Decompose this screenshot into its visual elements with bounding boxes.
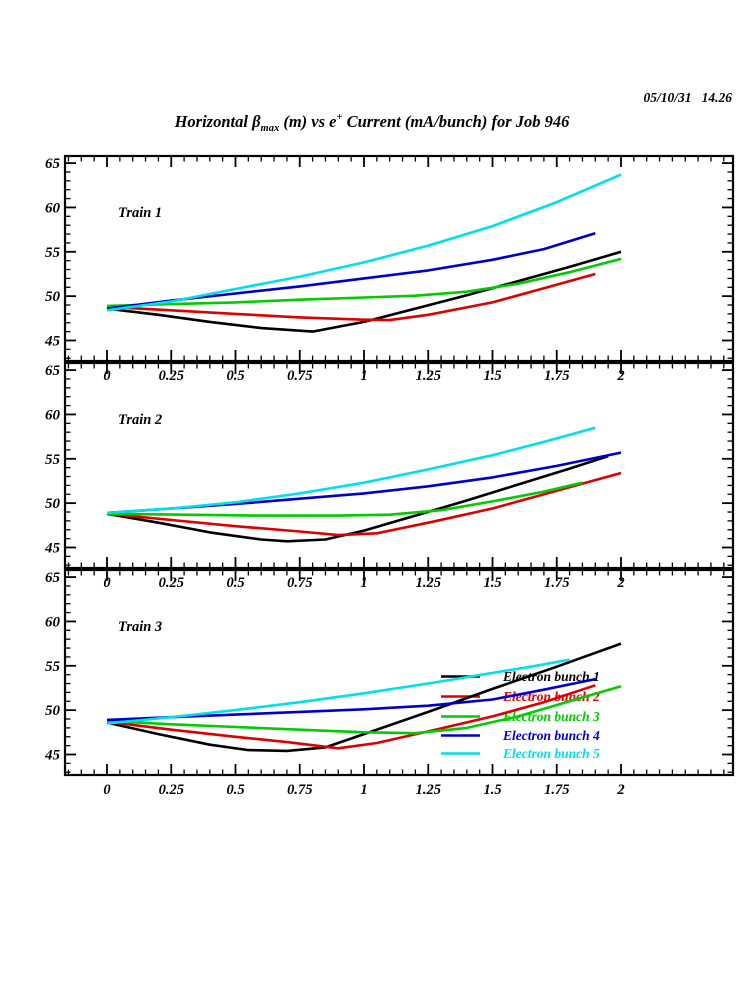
x-tick-label: 0.5 xyxy=(226,368,245,384)
x-tick-label: 1.5 xyxy=(483,782,502,798)
x-tick-label: 1.5 xyxy=(483,575,502,591)
x-tick-label: 0 xyxy=(103,368,111,384)
x-tick-label: 1 xyxy=(360,368,368,384)
x-tick-label: 0.25 xyxy=(158,575,184,591)
plot-frame xyxy=(65,363,733,568)
x-tick-label: 0 xyxy=(103,575,111,591)
panel-train-3 xyxy=(44,570,733,798)
y-tick-label: 60 xyxy=(45,200,60,217)
x-tick-label: 0.75 xyxy=(287,368,313,384)
legend-label-4: Electron bunch 4 xyxy=(503,728,600,743)
x-tick-label: 1.25 xyxy=(415,782,441,798)
y-tick-label: 65 xyxy=(45,363,60,380)
x-tick-label: 1 xyxy=(360,575,368,591)
x-ticks xyxy=(68,570,723,775)
x-tick-label: 1.25 xyxy=(415,575,441,591)
x-tick-label: 0.75 xyxy=(287,782,313,798)
y-tick-label: 65 xyxy=(45,156,60,173)
title-text-end: Current (mA/bunch) for Job 946 xyxy=(342,112,570,131)
x-tick-label: 1.75 xyxy=(544,368,570,384)
y-tick-label: 50 xyxy=(45,496,60,513)
panel-label-train-3: Train 3 xyxy=(118,619,163,635)
legend-label-3: Electron bunch 3 xyxy=(503,709,600,724)
x-tick-label: 0.25 xyxy=(158,782,184,798)
x-tick-label: 0.75 xyxy=(287,575,313,591)
x-tick-label: 1.25 xyxy=(415,368,441,384)
series-electron-bunch-5 xyxy=(107,175,621,311)
legend-label-2: Electron bunch 2 xyxy=(503,689,600,704)
title-beta-symbol: β xyxy=(252,112,261,131)
y-tick-label: 60 xyxy=(45,407,60,424)
y-tick-label: 45 xyxy=(45,540,60,557)
x-tick-label: 0 xyxy=(103,782,111,798)
legend-label-5: Electron bunch 5 xyxy=(503,746,600,761)
x-tick-label: 2 xyxy=(617,575,625,591)
y-ticks xyxy=(65,163,733,358)
x-tick-label: 2 xyxy=(617,368,625,384)
x-tick-label: 1.75 xyxy=(544,575,570,591)
y-tick-label: 65 xyxy=(45,570,60,587)
y-tick-label: 55 xyxy=(45,451,60,468)
panel-train-2 xyxy=(44,363,733,591)
title-plus-superscript: + xyxy=(336,112,343,123)
x-ticks xyxy=(68,156,723,361)
plot-frame xyxy=(65,570,733,775)
y-tick-label: 55 xyxy=(45,658,60,675)
y-tick-label: 50 xyxy=(45,703,60,720)
title-beta-subscript: max xyxy=(260,123,280,134)
legend-label-1: Electron bunch 1 xyxy=(503,669,600,684)
x-tick-label: 1.75 xyxy=(544,782,570,798)
x-tick-label: 2 xyxy=(617,782,625,798)
panel-train-1 xyxy=(44,156,733,384)
y-tick-label: 60 xyxy=(45,614,60,631)
y-tick-label: 45 xyxy=(45,747,60,764)
y-tick-label: 45 xyxy=(45,333,60,350)
x-ticks xyxy=(68,363,723,568)
timestamp: 05/10/31 14.26 xyxy=(643,90,732,105)
x-tick-label: 1.5 xyxy=(483,368,502,384)
x-tick-label: 0.25 xyxy=(158,368,184,384)
panel-label-train-1: Train 1 xyxy=(118,205,163,221)
x-tick-label: 0.5 xyxy=(226,782,245,798)
y-ticks xyxy=(65,370,733,565)
y-tick-label: 55 xyxy=(45,244,60,261)
x-tick-label: 0.5 xyxy=(226,575,245,591)
title-text-mid: (m) vs e xyxy=(279,112,337,131)
panel-label-train-2: Train 2 xyxy=(118,412,163,428)
plot-frame xyxy=(65,156,733,361)
title-text: Horizontal xyxy=(174,112,253,131)
x-tick-label: 1 xyxy=(360,782,368,798)
y-ticks xyxy=(65,577,733,772)
y-tick-label: 50 xyxy=(45,289,60,306)
